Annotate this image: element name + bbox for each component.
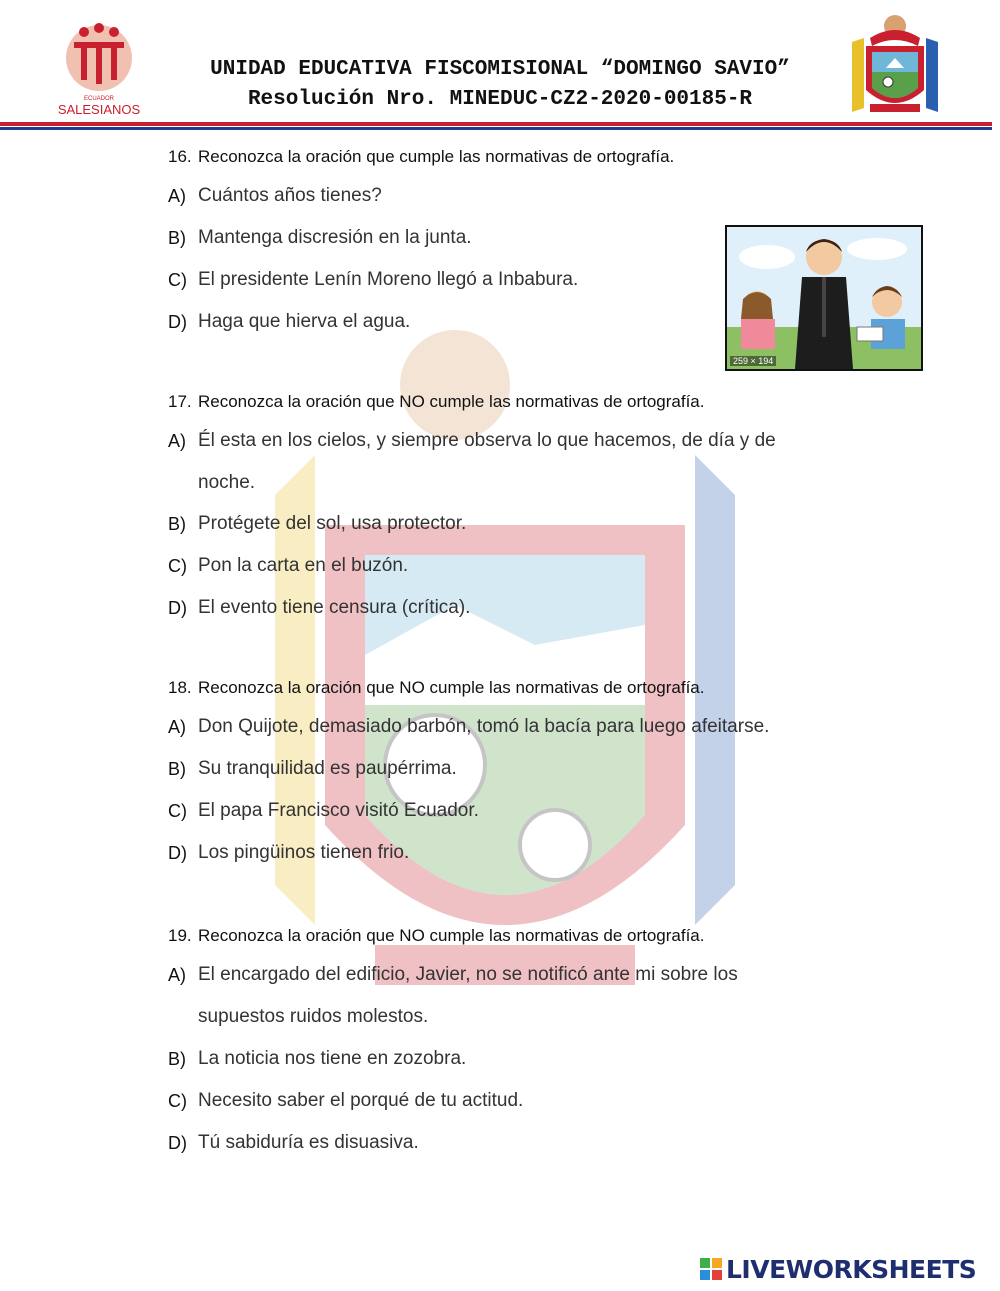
brand-text: LIVEWORKSHEETS xyxy=(726,1255,977,1284)
header-rule-blue xyxy=(0,127,992,130)
option-text: El evento tiene censura (crítica). xyxy=(198,597,471,618)
option-18-c[interactable] xyxy=(168,790,828,832)
option-text: Protégete del sol, usa protector. xyxy=(198,513,467,534)
option-text: Haga que hierva el agua. xyxy=(198,311,411,332)
question-number: 19. xyxy=(168,926,192,945)
liveworksheets-logo-icon xyxy=(700,1258,722,1280)
option-16-a[interactable] xyxy=(168,175,828,217)
resolution-number: Resolución Nro. MINEDUC-CZ2-2020-00185-R xyxy=(247,88,753,111)
option-letter: B) xyxy=(168,514,186,534)
option-text: Tú sabiduría es disuasiva. xyxy=(198,1132,419,1153)
option-text: Los pingüinos tienen frio. xyxy=(198,842,410,863)
option-text: Cuántos años tienes? xyxy=(198,185,382,206)
question-prompt: Reconozca la oración que NO cumple las normativas de ortografía. xyxy=(198,678,705,697)
option-16-c[interactable] xyxy=(168,259,828,301)
salesianos-logo xyxy=(56,20,142,120)
option-18-a[interactable] xyxy=(168,706,828,748)
header-rule-red xyxy=(0,122,992,126)
option-letter: D) xyxy=(168,312,187,332)
option-text: Él esta en los cielos, y siempre observa lo que hacemos, de día y de noche. xyxy=(198,430,776,493)
svg-text:SALESIANOS: SALESIANOS xyxy=(57,102,141,117)
school-crest-icon xyxy=(850,12,940,120)
question-prompt: Reconozca la oración que NO cumple las normativas de ortografía. xyxy=(198,392,705,411)
option-letter: B) xyxy=(168,228,186,248)
question-number: 17. xyxy=(168,392,192,411)
option-letter: B) xyxy=(168,1049,186,1069)
option-text: Su tranquilidad es paupérrima. xyxy=(198,758,457,779)
option-16-b[interactable] xyxy=(168,217,828,259)
question-17 xyxy=(168,392,704,412)
option-17-d[interactable] xyxy=(168,587,828,629)
option-text: Pon la carta en el buzón. xyxy=(198,555,409,576)
option-letter: B) xyxy=(168,759,186,779)
option-19-d[interactable] xyxy=(168,1122,828,1164)
option-text: El encargado del edificio, Javier, no se notificó ante mi sobre los supuestos ruidos molestos. xyxy=(198,964,738,1027)
question-19 xyxy=(168,926,704,946)
option-18-d[interactable] xyxy=(168,832,828,874)
option-17-c[interactable] xyxy=(168,545,828,587)
option-text: Mantenga discresión en la junta. xyxy=(198,227,472,248)
page-header xyxy=(0,0,1000,135)
option-18-b[interactable] xyxy=(168,748,828,790)
option-letter: A) xyxy=(168,965,186,985)
question-prompt: Reconozca la oración que NO cumple las normativas de ortografía. xyxy=(198,926,705,945)
question-number: 18. xyxy=(168,678,192,697)
option-16-d[interactable] xyxy=(168,301,828,343)
option-19-b[interactable] xyxy=(168,1038,828,1080)
question-prompt: Reconozca la oración que cumple las normativas de ortografía. xyxy=(198,147,675,166)
option-letter: D) xyxy=(168,1133,187,1153)
question-number: 16. xyxy=(168,147,192,166)
option-letter: C) xyxy=(168,270,187,290)
option-text: El presidente Lenín Moreno llegó a Inbabura. xyxy=(198,269,579,290)
option-letter: A) xyxy=(168,186,186,206)
option-text: La noticia nos tiene en zozobra. xyxy=(198,1048,467,1069)
option-text: Necesito saber el porqué de tu actitud. xyxy=(198,1090,524,1111)
option-letter: D) xyxy=(168,843,187,863)
option-17-b[interactable] xyxy=(168,503,828,545)
option-text: Don Quijote, demasiado barbón, tomó la bacía para luego afeitarse. xyxy=(198,716,770,737)
option-letter: A) xyxy=(168,717,186,737)
image-size-label: 259 × 194 xyxy=(730,356,776,366)
option-letter: C) xyxy=(168,556,187,576)
question-18 xyxy=(168,678,704,698)
option-19-a[interactable] xyxy=(168,954,828,1038)
svg-text:ECUADOR: ECUADOR xyxy=(83,96,115,102)
option-17-a[interactable] xyxy=(168,420,828,504)
option-letter: C) xyxy=(168,1091,187,1111)
question-16 xyxy=(168,147,674,167)
option-letter: A) xyxy=(168,431,186,451)
option-letter: D) xyxy=(168,598,187,618)
option-letter: C) xyxy=(168,801,187,821)
option-text: El papa Francisco visitó Ecuador. xyxy=(198,800,479,821)
option-19-c[interactable] xyxy=(168,1080,828,1122)
liveworksheets-brand xyxy=(700,1255,1000,1285)
school-name: UNIDAD EDUCATIVA FISCOMISIONAL “DOMINGO SAVIO” xyxy=(210,58,790,81)
